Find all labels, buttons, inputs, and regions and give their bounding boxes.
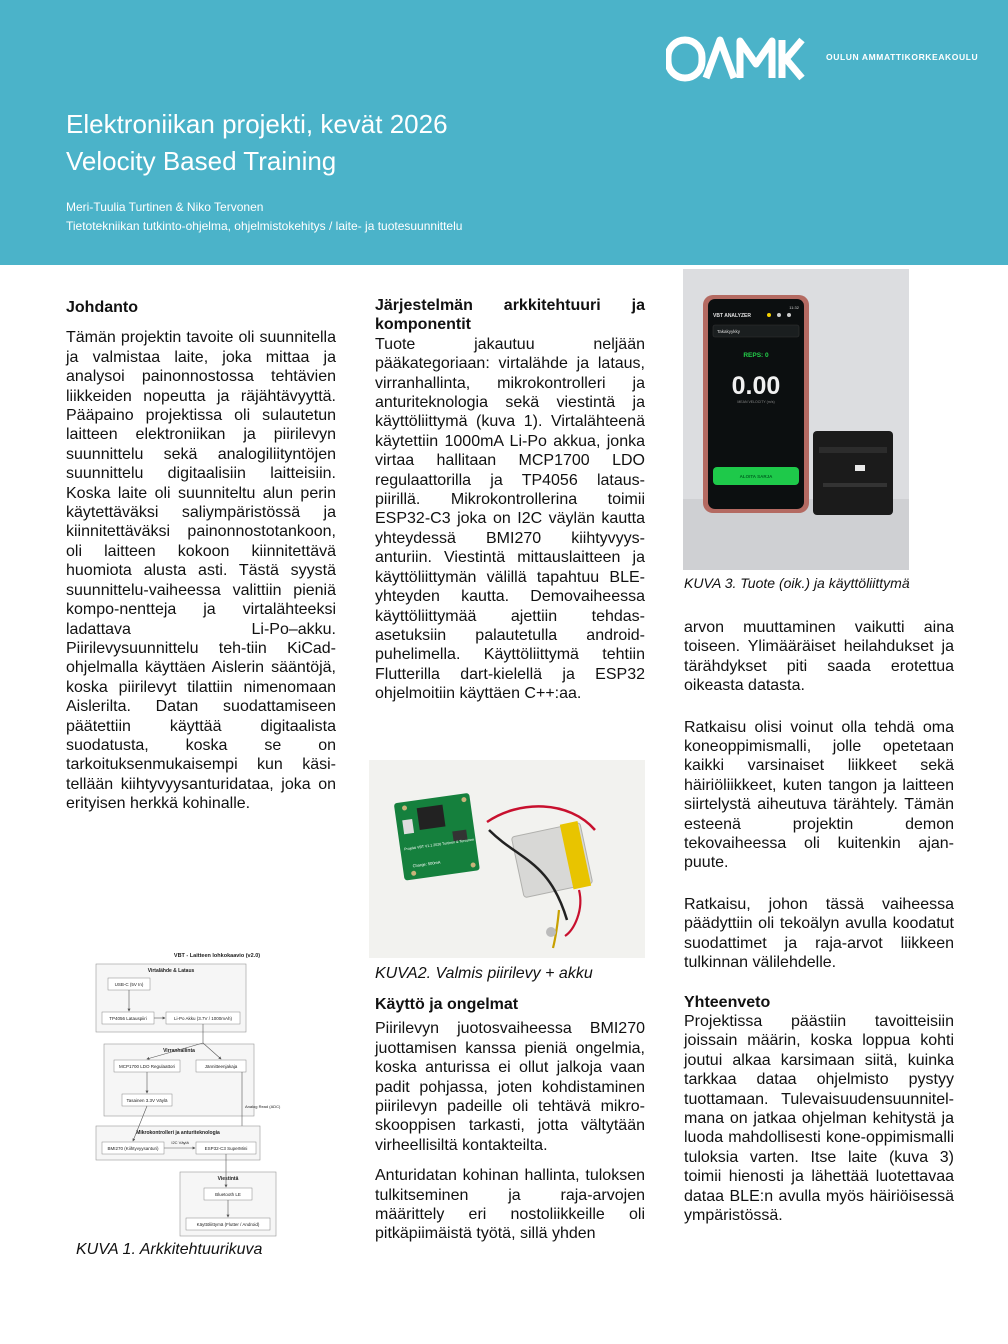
heading-johdanto: Johdanto [66, 299, 138, 316]
oamk-logo-icon [666, 36, 806, 82]
results-paragraph-2: Ratkaisu olisi voinut olla tehdä oma koneoppimismalli, jolle opetetaan kaikki varsinaiset liikkeet sekä häiriöliikkeet, kuten tangon ja laitteen siirtelystä aiheutuva tärähtely. Tämän esteenä projektin demon tekovaiheessa oli kuitenkin ajan-puute. [684, 718, 954, 872]
authors-block [66, 198, 462, 236]
diagram-rail: Tasainen 3.3V Väylä [126, 1098, 168, 1103]
results-paragraph-1: arvon muuttaminen vaikutti aina toiseen. Ylimääräiset heilahdukset ja tärähdykset piti saada erotettua oikeasta datasta. [684, 619, 954, 695]
title-line-2: Velocity Based Training [66, 146, 337, 176]
phone-time: 11:32 [789, 305, 799, 310]
phone-velocity-label: MEAN VELOCITY (m/s) [737, 400, 775, 404]
heading-summary: Yhteenveto [684, 993, 771, 1011]
diagram-tp4056: TP4056 Latauspiiri [109, 1016, 147, 1021]
column-architecture [375, 296, 645, 704]
diagram-adc: Analog Read (ADC) [245, 1104, 281, 1109]
phone-reps: REPS: 0 [743, 352, 769, 359]
phone-start-button: ALOITA SARJA [739, 474, 773, 479]
diagram-usb: USB-C (5V In) [114, 982, 144, 987]
diagram-g4-title: Viestintä [217, 1176, 239, 1182]
usage-paragraph-2: Anturidatan kohinan hallinta, tuloksen tulkitseminen ja raja-arvojen määrittely eri nostoliikkeille oli pitkäpiimäistä työtä, sillä yhden [375, 1167, 645, 1243]
diagram-i2c: I2C Väylä [171, 1140, 189, 1145]
caption-fig1: KUVA 1. Arkkitehtuurikuva [76, 1241, 263, 1258]
page-title [66, 106, 448, 180]
pcb-charge: Charge: 500mA [412, 859, 441, 869]
diagram-lipo: Li-Po Akku (3.7V / 1000mAh) [173, 1016, 233, 1021]
logo-subtitle: OULUN AMMATTIKORKEAKOULU [826, 52, 979, 62]
diagram-title: VBT - Laitteen lohkokaavio (v2.0) [173, 953, 261, 959]
diagram-g1-title: Virtalähde & Lataus [147, 968, 195, 974]
diagram-ui: Käyttöliittymä (Flutter / Android) [196, 1222, 260, 1227]
program: Tietotekniikan tutkinto-ohjelma, ohjelmistokehitys / laite- ja tuotesuunnittelu [66, 219, 463, 233]
pcb-photo [369, 760, 645, 958]
diagram-bmi: BMI270 (Kiihtyvyysanturi) [107, 1146, 159, 1151]
phone-app-title: VBT ANALYZER [713, 313, 751, 319]
results-paragraph-3: Ratkaisu, johon tässä vaiheessa päädyttiin oli tekoälyn avulla koodatut suodattimet ja raja-arvot liikkeen tulkinnan välilehdelle. [684, 895, 954, 972]
diagram-mcp: MCP1700 LDO Regulaattori [118, 1064, 176, 1069]
heading-architecture: Järjestelmän arkkitehtuuri ja komponentit [375, 297, 645, 334]
diagram-ble: Bluetooth LE [215, 1192, 241, 1197]
column-usage [375, 995, 645, 1244]
architecture-paragraph: Tuote jakautuu neljään pääkategoriaan: virtalähde ja lataus, virranhallinta, mikrokontrolleri ja anturiteknologia sekä viestintä ja käyttöliittymä (kuva 1). Virtalähteenä käytettiin 1000mA Li-Po akkua, jonka virtaa hallitaan MCP1700 LDO regulaattorilla ja TP4056 lataus-piirillä. Mikrokontrollerina toimii ESP32-C3 joka on I2C väylän kautta yhteydessä BMI270 kiihtyvyys-anturiin. Viestintä mittauslaitteen ja käyttöliittymän välillä tapahtuu BLE-yhteyden kautta. Demovaiheessa käyttöliittymää ajettiin tehdas-asetuksiin palautetulla android-puhelimella. Käyttöliittymä tehtiin Flutterilla dart-kielellä ja ESP32 ohjelmoitiin käyttäen C++:aa. [375, 335, 645, 703]
caption-fig2: KUVA2. Valmis piirilevy + akku [375, 965, 593, 982]
phone-dropdown: Takakyykky [717, 329, 741, 334]
pcb-label: Projekti VBT V1.1 2026 Turtinen & Tervonen [404, 837, 475, 852]
caption-fig3: KUVA 3. Tuote (oik.) ja käyttöliittymä [684, 575, 910, 591]
column-results [684, 618, 954, 1225]
column-introduction [66, 298, 336, 814]
header-banner [0, 0, 1008, 265]
summary-paragraph: Projektissa päästiin tavoitteisiin joissain määrin, koska loppua kohti joutui alkaa karsimaan siitä, kuinka tarkkaa dataa ohjelmisto pystyy tuottamaan. Tulevaisuudensuunnitel-mana on jatkaa ohjelman kehitystä ja luoda mahdollisesti kone-oppimismalli tuloksia varten. Itse laite (kuva 3) toimii hienosti ja lähettää luotettavaa dataa BLE:n avulla myös häiriöisessä ympäristössä. [684, 1012, 954, 1224]
phone-velocity: 0.00 [731, 372, 781, 400]
diagram-g3-title: Mikrokontrolleri ja anturiteknologia [136, 1130, 220, 1136]
product-photo [683, 269, 909, 570]
diagram-divider: Jännitteenjakaja [204, 1064, 238, 1069]
usage-paragraph-1: Piirilevyn juotosvaiheessa BMI270 juottamisen kanssa pieniä ongelmia, koska anturissa ei ollut jalkoja vaan padit pohjassa, joten kohdistaminen piirilevyn padeille oli tehtävä mikro-skooppisen tarkasti, jotta vältytään virheellisiltä kontakteilta. [375, 1020, 645, 1154]
intro-paragraph: Tämän projektin tavoite oli suunnitella ja valmistaa laite, joka mittaa ja analysoi painonnostossa tehtävien liikkeiden nopeutta ja räjähtävyyttä. Pääpaino projektissa oli sulautetun laitteen elektroniikan ja piirilevyn suunnittelu sekä analogiliityntöjen suunnittelu digitaalisiin laitteisiin. Koska laite oli suunniteltu alun perin käytettäväksi saliympäristössä ja kiinnitettäväksi painonnostotankoon, oli laitteen kokoon kiinnitettävä huomiota alusta asti. Tästä syystä suunnittelu-vaiheessa valittiin pieniä kompo-nentteja ja virtalähteeksi ladattava Li-Po–akku. Piirilevysuunnittelu teh-tiin KiCad-ohjelmalla käyttäen Aislerin sääntöjä, koska piirilevyt tilattiin nimenomaan Aislerilta. Datan suodattamiseen päätettiin käyttää digitaalista suodatusta, koska se on tarkoituksenmukaisempi kun käsi-tellään kiihtyvyysanturidataa, joka on erityisen herkkä kohinalle. [66, 329, 336, 813]
authors: Meri-Tuulia Turtinen & Niko Tervonen [66, 200, 264, 214]
heading-usage: Käyttö ja ongelmat [375, 996, 519, 1013]
diagram-g2-title: Virranhallinta [163, 1048, 195, 1054]
diagram-esp: ESP32-C3 SuperMini [204, 1146, 248, 1151]
architecture-diagram [92, 948, 342, 1240]
title-line-1: Elektroniikan projekti, kevät 2026 [66, 109, 448, 139]
